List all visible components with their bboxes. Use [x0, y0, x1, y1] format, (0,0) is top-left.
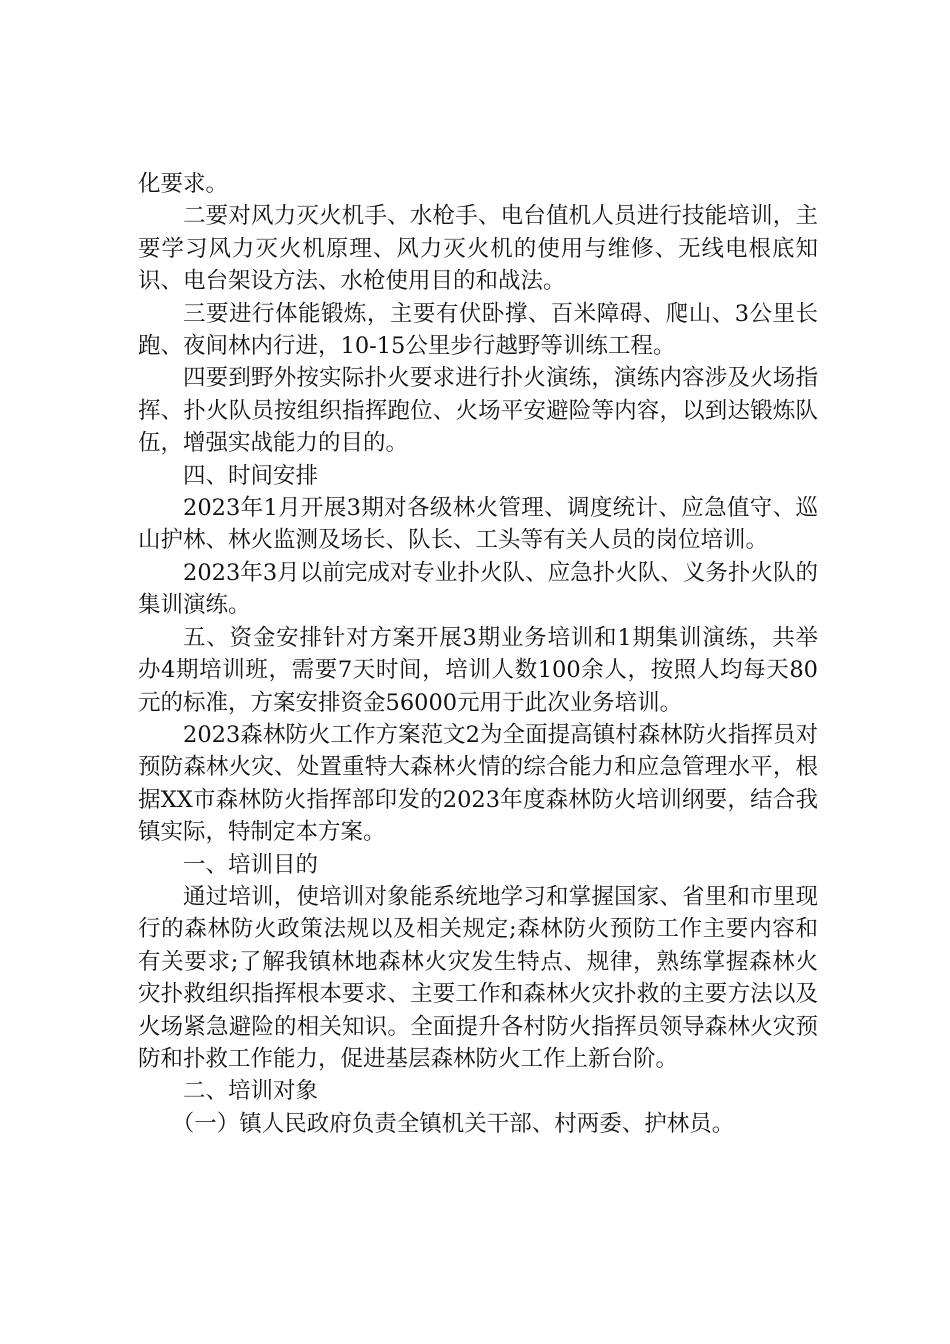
paragraph-targets-item-1: （一）镇人民政府负责全镇机关干部、村两委、护林员。 — [171, 1110, 735, 1137]
paragraph-field-drill: 四要到野外按实际扑火要求进行扑火演练，演练内容涉及火场指挥、扑火队员按组织指挥跑位、火场平安避险等内容，以到达锻炼队伍，增强实战能力的目的。 — [138, 365, 818, 457]
paragraph-schedule-january: 2023年1月开展3期对各级林火管理、调度统计、应急值守、巡山护林、林火监测及场长、队长、工头等有关人员的岗位培训。 — [138, 495, 818, 554]
paragraph-physical-training: 三要进行体能锻炼，主要有伏卧撑、百米障碍、爬山、3公里长跑、夜间林内行进，10-15公里步行越野等训练工程。 — [138, 300, 818, 360]
section-heading-targets: 二、培训对象 — [183, 1078, 319, 1105]
paragraph-schedule-march: 2023年3月以前完成对专业扑火队、应急扑火队、义务扑火队的集训演练。 — [138, 559, 818, 619]
paragraph-continuation: 化要求。 — [138, 171, 229, 197]
paragraph-plan-2-intro: 2023森林防火工作方案范文2为全面提高镇村森林防火指挥员对预防森林火灾、处置重特大森林火情的综合能力和应急管理水平，根据XX市森林防火指挥部印发的2023年度森林防火培训纲要，结合我镇实际，特制定本方案。 — [138, 721, 818, 846]
section-heading-schedule: 四、时间安排 — [183, 462, 319, 489]
paragraph-purpose: 通过培训，使培训对象能系统地学习和掌握国家、省里和市里现行的森林防火政策法规以及相关规定;森林防火预防工作主要内容和有关要求;了解我镇林地森林火灾发生特点、规律，熟练掌握森林火灾扑救组织指挥根本要求、主要工作和森林火灾扑救的主要方法以及火场紧急避险的相关知识。全面提升各村防火指挥员领导森林火灾预防和扑救工作能力，促进基层森林防火工作上新台阶。 — [138, 883, 818, 1072]
paragraph-skill-training: 二要对风力灭火机手、水枪手、电台值机人员进行技能培训，主要学习风力灭火机原理、风力灭火机的使用与维修、无线电根底知识、电台架设方法、水枪使用目的和战法。 — [138, 203, 818, 295]
document-page — [138, 168, 818, 1140]
paragraph-funding: 五、资金安排针对方案开展3期业务培训和1期集训演练，共举办4期培训班，需要7天时间，培训人数100余人，按照人均每天80元的标准，方案安排资金56000元用于此次业务培训。 — [138, 624, 818, 716]
section-heading-purpose: 一、培训目的 — [183, 851, 319, 878]
